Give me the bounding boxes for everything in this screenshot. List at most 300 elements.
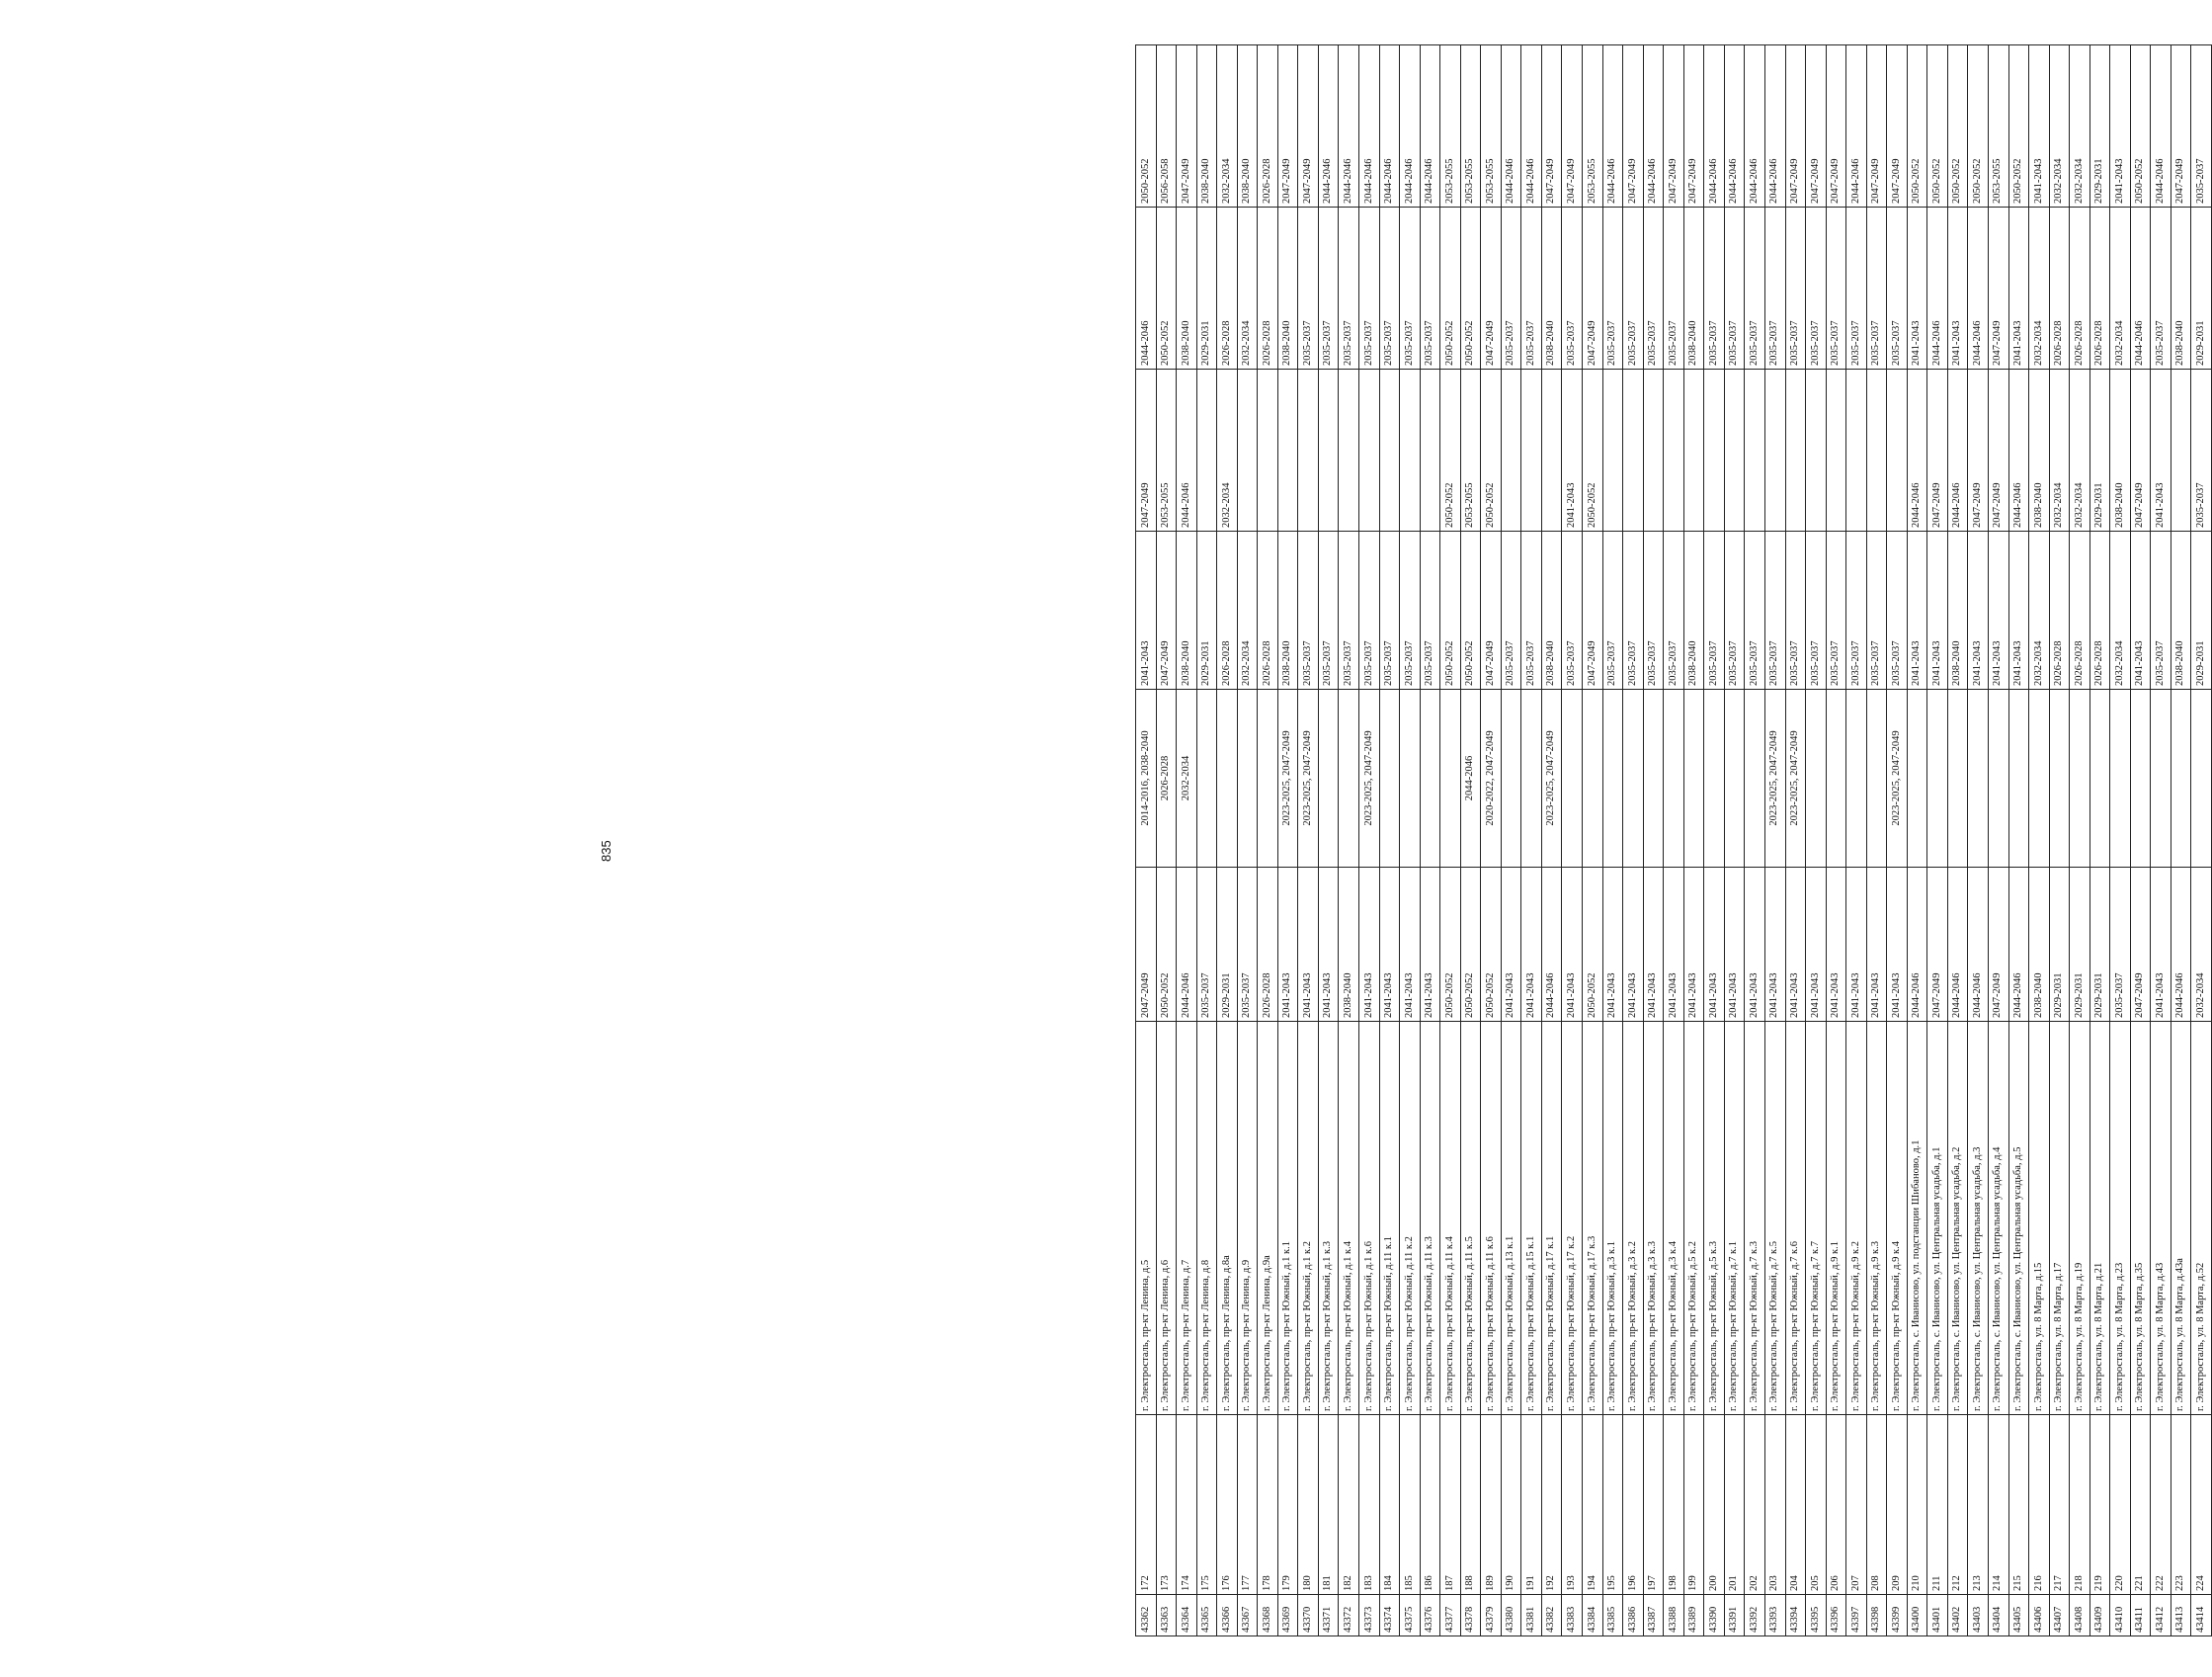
cell-row-number: 187 xyxy=(1440,1415,1461,1595)
cell-period-e: 2035-2037 xyxy=(1400,208,1421,370)
cell-period-c: 2038-2040 xyxy=(1683,532,1704,690)
cell-row-number: 210 xyxy=(1907,1415,1927,1595)
cell-row-id: 43391 xyxy=(1724,1595,1745,1636)
cell-period-f: 2044-2046 xyxy=(1420,45,1440,208)
cell-period-b xyxy=(2110,690,2131,868)
cell-period-d: 2047-2049 xyxy=(1968,370,1989,532)
cell-address: г. Электросталь, пр-кт Южный, д.11 к.2 xyxy=(1400,1022,1421,1415)
cell-address: г. Электросталь, пр-кт Ленина, д.9а xyxy=(1258,1022,1278,1415)
cell-row-id: 43362 xyxy=(1136,1595,1157,1636)
cell-period-d: 2050-2052 xyxy=(1481,370,1502,532)
cell-period-f: 2044-2046 xyxy=(1339,45,1359,208)
cell-period-c: 2035-2037 xyxy=(1359,532,1380,690)
cell-address: г. Электросталь, пр-кт Южный, д.5 к.3 xyxy=(1704,1022,1725,1415)
cell-period-e: 2050-2052 xyxy=(1440,208,1461,370)
cell-period-a: 2026-2028 xyxy=(1258,868,1278,1022)
table-row xyxy=(1440,45,1461,1636)
cell-address: г. Электросталь, с. Иванисово, ул. Центральная усадьба, д.3 xyxy=(1968,1022,1989,1415)
cell-row-number: 220 xyxy=(2110,1415,2131,1595)
cell-period-b xyxy=(1664,690,1684,868)
cell-period-f: 2047-2049 xyxy=(1277,45,1298,208)
cell-period-e: 2035-2037 xyxy=(1764,208,1785,370)
cell-period-c: 2047-2049 xyxy=(1583,532,1603,690)
cell-period-c: 2035-2037 xyxy=(1745,532,1765,690)
cell-period-e: 2038-2040 xyxy=(2171,208,2191,370)
cell-period-d: 2044-2046 xyxy=(1907,370,1927,532)
cell-row-number: 192 xyxy=(1541,1415,1562,1595)
cell-period-b xyxy=(1947,690,1968,868)
cell-period-c: 2026-2028 xyxy=(2089,532,2110,690)
cell-row-id: 43372 xyxy=(1339,1595,1359,1636)
cell-address: г. Электросталь, пр-кт Южный, д.17 к.2 xyxy=(1562,1022,1583,1415)
table-row xyxy=(1623,45,1644,1636)
cell-row-id: 43411 xyxy=(2130,1595,2151,1636)
cell-period-e: 2050-2052 xyxy=(1156,208,1177,370)
cell-period-e: 2035-2037 xyxy=(1501,208,1521,370)
cell-period-c: 2035-2037 xyxy=(1846,532,1867,690)
cell-period-f: 2044-2046 xyxy=(1400,45,1421,208)
cell-row-number: 177 xyxy=(1237,1415,1258,1595)
cell-period-d: 2044-2046 xyxy=(1947,370,1968,532)
cell-period-b xyxy=(1420,690,1440,868)
cell-address: г. Электросталь, с. Иванисово, ул. Центральная усадьба, д.5 xyxy=(2008,1022,2029,1415)
table-row xyxy=(1420,45,1440,1636)
cell-period-b: 2023-2025, 2047-2049 xyxy=(1359,690,1380,868)
cell-period-f: 2050-2052 xyxy=(1927,45,1948,208)
cell-period-d xyxy=(1664,370,1684,532)
cell-row-id: 43399 xyxy=(1887,1595,1908,1636)
cell-period-d xyxy=(1541,370,1562,532)
table-row xyxy=(1521,45,1542,1636)
cell-period-f: 2044-2046 xyxy=(1704,45,1725,208)
cell-row-number: 215 xyxy=(2008,1415,2029,1595)
cell-period-d xyxy=(1806,370,1827,532)
cell-period-c: 2041-2043 xyxy=(2008,532,2029,690)
cell-row-id: 43406 xyxy=(2029,1595,2050,1636)
cell-period-c: 2038-2040 xyxy=(2171,532,2191,690)
cell-period-a: 2041-2043 xyxy=(1704,868,1725,1022)
cell-row-number: 190 xyxy=(1501,1415,1521,1595)
cell-period-c: 2038-2040 xyxy=(1947,532,1968,690)
cell-row-id: 43386 xyxy=(1623,1595,1644,1636)
cell-period-e: 2035-2037 xyxy=(1704,208,1725,370)
cell-period-d xyxy=(1704,370,1725,532)
cell-period-f: 2044-2046 xyxy=(2151,45,2171,208)
cell-row-number: 180 xyxy=(1298,1415,1319,1595)
cell-row-number: 202 xyxy=(1745,1415,1765,1595)
cell-period-a: 2038-2040 xyxy=(1339,868,1359,1022)
cell-period-e: 2044-2046 xyxy=(1927,208,1948,370)
cell-period-e: 2047-2049 xyxy=(1988,208,2008,370)
cell-row-id: 43394 xyxy=(1785,1595,1806,1636)
cell-address: г. Электросталь, ул. 8 Марта, д.23 xyxy=(2110,1022,2131,1415)
cell-row-number: 193 xyxy=(1562,1415,1583,1595)
cell-period-a: 2041-2043 xyxy=(1521,868,1542,1022)
cell-address: г. Электросталь, пр-кт Ленина, д.9 xyxy=(1237,1022,1258,1415)
table-row xyxy=(1258,45,1278,1636)
cell-period-f: 2032-2034 xyxy=(2070,45,2090,208)
cell-period-b: 2020-2022, 2047-2049 xyxy=(1481,690,1502,868)
cell-period-b xyxy=(1643,690,1664,868)
cell-period-f: 2047-2049 xyxy=(1826,45,1846,208)
cell-period-d: 2032-2034 xyxy=(1217,370,1238,532)
cell-row-number: 184 xyxy=(1379,1415,1400,1595)
cell-row-number: 201 xyxy=(1724,1415,1745,1595)
cell-period-e: 2035-2037 xyxy=(1724,208,1745,370)
cell-address: г. Электросталь, пр-кт Южный, д.13 к.1 xyxy=(1501,1022,1521,1415)
cell-row-number: 204 xyxy=(1785,1415,1806,1595)
cell-period-b: 2032-2034 xyxy=(1177,690,1197,868)
cell-row-id: 43404 xyxy=(1988,1595,2008,1636)
cell-row-id: 43407 xyxy=(2049,1595,2070,1636)
cell-row-id: 43377 xyxy=(1440,1595,1461,1636)
cell-period-b xyxy=(1988,690,2008,868)
cell-period-e: 2035-2037 xyxy=(1379,208,1400,370)
cell-address: г. Электросталь, пр-кт Южный, д.9 к.2 xyxy=(1846,1022,1867,1415)
cell-period-e: 2050-2052 xyxy=(1460,208,1481,370)
cell-period-e: 2035-2037 xyxy=(1846,208,1867,370)
cell-period-b xyxy=(1704,690,1725,868)
cell-period-f: 2044-2046 xyxy=(1602,45,1623,208)
cell-address: г. Электросталь, пр-кт Южный, д.7 к.5 xyxy=(1764,1022,1785,1415)
cell-period-e: 2044-2046 xyxy=(1136,208,1157,370)
cell-row-number: 178 xyxy=(1258,1415,1278,1595)
cell-period-b xyxy=(1866,690,1887,868)
cell-period-f: 2050-2052 xyxy=(1136,45,1157,208)
cell-period-a: 2050-2052 xyxy=(1481,868,1502,1022)
cell-row-number: 197 xyxy=(1643,1415,1664,1595)
table-row xyxy=(1177,45,1197,1636)
cell-period-b xyxy=(1501,690,1521,868)
cell-period-d xyxy=(1501,370,1521,532)
cell-period-a: 2050-2052 xyxy=(1583,868,1603,1022)
cell-period-e: 2035-2037 xyxy=(1318,208,1339,370)
cell-period-a: 2041-2043 xyxy=(1643,868,1664,1022)
cell-period-b: 2023-2025, 2047-2049 xyxy=(1785,690,1806,868)
cell-period-f: 2044-2046 xyxy=(1318,45,1339,208)
cell-period-b xyxy=(2130,690,2151,868)
cell-period-b: 2026-2028 xyxy=(1156,690,1177,868)
cell-period-b xyxy=(1440,690,1461,868)
cell-period-a: 2041-2043 xyxy=(1420,868,1440,1022)
cell-period-d: 2038-2040 xyxy=(2110,370,2131,532)
cell-period-b xyxy=(1806,690,1827,868)
cell-period-d: 2038-2040 xyxy=(2029,370,2050,532)
table-row xyxy=(2130,45,2151,1636)
cell-period-e: 2044-2046 xyxy=(2130,208,2151,370)
cell-period-e: 2041-2043 xyxy=(1947,208,1968,370)
cell-period-d xyxy=(1866,370,1887,532)
cell-address: г. Электросталь, пр-кт Ленина, д.8 xyxy=(1196,1022,1217,1415)
cell-period-f: 2032-2034 xyxy=(1217,45,1238,208)
cell-period-a: 2044-2046 xyxy=(1968,868,1989,1022)
cell-period-b xyxy=(2171,690,2191,868)
table-row xyxy=(2171,45,2191,1636)
cell-period-a: 2044-2046 xyxy=(1947,868,1968,1022)
cell-period-d xyxy=(1298,370,1319,532)
cell-period-e: 2035-2037 xyxy=(1826,208,1846,370)
cell-period-f: 2044-2046 xyxy=(1643,45,1664,208)
cell-address: г. Электросталь, пр-кт Южный, д.9 к.1 xyxy=(1826,1022,1846,1415)
cell-period-a: 2047-2049 xyxy=(2130,868,2151,1022)
cell-period-d: 2047-2049 xyxy=(1136,370,1157,532)
rotated-register-sheet xyxy=(1135,45,2212,1636)
table-row xyxy=(1379,45,1400,1636)
cell-period-c: 2035-2037 xyxy=(1764,532,1785,690)
cell-period-a: 2035-2037 xyxy=(1196,868,1217,1022)
cell-period-f: 2038-2040 xyxy=(1196,45,1217,208)
cell-period-c: 2035-2037 xyxy=(1826,532,1846,690)
table-row xyxy=(1988,45,2008,1636)
cell-period-a: 2038-2040 xyxy=(2029,868,2050,1022)
cell-period-c: 2032-2034 xyxy=(1237,532,1258,690)
register-table xyxy=(1135,44,2212,1636)
cell-period-c: 2035-2037 xyxy=(2151,532,2171,690)
table-row xyxy=(1318,45,1339,1636)
table-row xyxy=(2110,45,2131,1636)
cell-period-f: 2047-2049 xyxy=(1541,45,1562,208)
cell-row-number: 174 xyxy=(1177,1415,1197,1595)
cell-address: г. Электросталь, пр-кт Южный, д.11 к.6 xyxy=(1481,1022,1502,1415)
table-row xyxy=(1217,45,1238,1636)
cell-period-c: 2035-2037 xyxy=(1785,532,1806,690)
table-row xyxy=(1947,45,1968,1636)
cell-period-d xyxy=(1887,370,1908,532)
table-row xyxy=(1826,45,1846,1636)
cell-period-a: 2041-2043 xyxy=(1277,868,1298,1022)
cell-period-c: 2035-2037 xyxy=(1806,532,1827,690)
cell-period-a: 2029-2031 xyxy=(1217,868,1238,1022)
cell-period-d xyxy=(1826,370,1846,532)
cell-period-e: 2029-2031 xyxy=(1196,208,1217,370)
cell-row-id: 43401 xyxy=(1927,1595,1948,1636)
cell-row-number: 183 xyxy=(1359,1415,1380,1595)
cell-period-e: 2035-2037 xyxy=(1623,208,1644,370)
cell-row-id: 43397 xyxy=(1846,1595,1867,1636)
cell-row-number: 212 xyxy=(1947,1415,1968,1595)
table-row xyxy=(2089,45,2110,1636)
cell-period-e: 2041-2043 xyxy=(2008,208,2029,370)
cell-period-e: 2032-2034 xyxy=(2029,208,2050,370)
cell-period-d xyxy=(1683,370,1704,532)
cell-period-d xyxy=(1400,370,1421,532)
cell-row-number: 175 xyxy=(1196,1415,1217,1595)
cell-row-id: 43392 xyxy=(1745,1595,1765,1636)
cell-period-c: 2035-2037 xyxy=(1318,532,1339,690)
cell-row-id: 43383 xyxy=(1562,1595,1583,1636)
cell-row-number: 186 xyxy=(1420,1415,1440,1595)
cell-period-d: 2047-2049 xyxy=(1988,370,2008,532)
cell-row-number: 200 xyxy=(1704,1415,1725,1595)
cell-period-e: 2047-2049 xyxy=(1481,208,1502,370)
cell-period-c: 2026-2028 xyxy=(1258,532,1278,690)
cell-address: г. Электросталь, с. Иванисово, ул. Центральная усадьба, д.4 xyxy=(1988,1022,2008,1415)
cell-period-a: 2050-2052 xyxy=(1460,868,1481,1022)
cell-period-c: 2041-2043 xyxy=(1907,532,1927,690)
table-row xyxy=(1683,45,1704,1636)
cell-address: г. Электросталь, ул. 8 Марта, д.43 xyxy=(2151,1022,2171,1415)
cell-period-a: 2047-2049 xyxy=(1988,868,2008,1022)
cell-period-b xyxy=(1237,690,1258,868)
cell-period-b xyxy=(1583,690,1603,868)
cell-period-b xyxy=(2089,690,2110,868)
cell-row-number: 195 xyxy=(1602,1415,1623,1595)
cell-period-a: 2044-2046 xyxy=(2008,868,2029,1022)
cell-period-b xyxy=(1562,690,1583,868)
table-row xyxy=(2029,45,2050,1636)
cell-period-e: 2035-2037 xyxy=(1602,208,1623,370)
cell-period-d xyxy=(1237,370,1258,532)
cell-period-f: 2044-2046 xyxy=(1764,45,1785,208)
cell-period-f: 2053-2055 xyxy=(1440,45,1461,208)
cell-row-id: 43390 xyxy=(1704,1595,1725,1636)
cell-period-a: 2044-2046 xyxy=(1541,868,1562,1022)
cell-address: г. Электросталь, ул. 8 Марта, д.17 xyxy=(2049,1022,2070,1415)
cell-period-a: 2029-2031 xyxy=(2070,868,2090,1022)
cell-period-a: 2035-2037 xyxy=(2110,868,2131,1022)
table-row xyxy=(1541,45,1562,1636)
register-table-body xyxy=(1136,45,2212,1636)
cell-period-f: 2053-2055 xyxy=(1460,45,1481,208)
cell-period-a: 2041-2043 xyxy=(1764,868,1785,1022)
cell-period-a: 2044-2046 xyxy=(1907,868,1927,1022)
cell-period-b xyxy=(1196,690,1217,868)
cell-period-d: 2044-2046 xyxy=(1177,370,1197,532)
table-row xyxy=(1583,45,1603,1636)
cell-row-number: 218 xyxy=(2070,1415,2090,1595)
table-row xyxy=(1562,45,1583,1636)
cell-row-id: 43410 xyxy=(2110,1595,2131,1636)
cell-address: г. Электросталь, пр-кт Южный, д.11 к.3 xyxy=(1420,1022,1440,1415)
cell-period-e: 2035-2037 xyxy=(1887,208,1908,370)
cell-row-id: 43398 xyxy=(1866,1595,1887,1636)
cell-period-d: 2050-2052 xyxy=(1440,370,1461,532)
cell-row-id: 43364 xyxy=(1177,1595,1197,1636)
cell-address: г. Электросталь, пр-кт Южный, д.1 к.6 xyxy=(1359,1022,1380,1415)
cell-row-id: 43366 xyxy=(1217,1595,1238,1636)
cell-period-a: 2050-2052 xyxy=(1440,868,1461,1022)
cell-address: г. Электросталь, пр-кт Южный, д.3 к.3 xyxy=(1643,1022,1664,1415)
table-row xyxy=(1866,45,1887,1636)
cell-period-a: 2041-2043 xyxy=(1826,868,1846,1022)
table-row xyxy=(1196,45,1217,1636)
cell-period-c: 2035-2037 xyxy=(1400,532,1421,690)
cell-period-d: 2032-2034 xyxy=(2049,370,2070,532)
cell-row-id: 43405 xyxy=(2008,1595,2029,1636)
cell-row-number: 191 xyxy=(1521,1415,1542,1595)
cell-period-c: 2038-2040 xyxy=(1541,532,1562,690)
cell-period-e: 2035-2037 xyxy=(1359,208,1380,370)
cell-row-number: 224 xyxy=(2191,1415,2212,1595)
cell-period-c: 2041-2043 xyxy=(2130,532,2151,690)
cell-period-f: 2035-2037 xyxy=(2191,45,2212,208)
table-row xyxy=(1664,45,1684,1636)
cell-period-d xyxy=(1764,370,1785,532)
cell-row-number: 216 xyxy=(2029,1415,2050,1595)
cell-address: г. Электросталь, пр-кт Южный, д.9 к.3 xyxy=(1866,1022,1887,1415)
table-row xyxy=(1277,45,1298,1636)
cell-period-b xyxy=(1602,690,1623,868)
cell-period-b: 2044-2046 xyxy=(1460,690,1481,868)
cell-period-c: 2041-2043 xyxy=(1988,532,2008,690)
cell-period-f: 2053-2055 xyxy=(1481,45,1502,208)
cell-row-number: 203 xyxy=(1764,1415,1785,1595)
cell-address: г. Электросталь, пр-кт Южный, д.5 к.2 xyxy=(1683,1022,1704,1415)
cell-period-c: 2032-2034 xyxy=(2029,532,2050,690)
cell-row-id: 43370 xyxy=(1298,1595,1319,1636)
cell-row-id: 43365 xyxy=(1196,1595,1217,1636)
cell-row-id: 43375 xyxy=(1400,1595,1421,1636)
cell-period-d xyxy=(1745,370,1765,532)
table-row xyxy=(1806,45,1827,1636)
cell-row-id: 43414 xyxy=(2191,1595,2212,1636)
cell-period-b: 2023-2025, 2047-2049 xyxy=(1541,690,1562,868)
cell-period-d xyxy=(1521,370,1542,532)
cell-period-f: 2044-2046 xyxy=(1724,45,1745,208)
cell-period-d xyxy=(1339,370,1359,532)
cell-period-f: 2044-2046 xyxy=(1379,45,1400,208)
cell-address: г. Электросталь, пр-кт Южный, д.17 к.3 xyxy=(1583,1022,1603,1415)
cell-period-b: 2023-2025, 2047-2049 xyxy=(1764,690,1785,868)
table-row xyxy=(1298,45,1319,1636)
cell-row-id: 43396 xyxy=(1826,1595,1846,1636)
cell-address: г. Электросталь, пр-кт Южный, д.3 к.2 xyxy=(1623,1022,1644,1415)
cell-period-e: 2041-2043 xyxy=(1907,208,1927,370)
table-row xyxy=(1136,45,1157,1636)
cell-period-a: 2041-2043 xyxy=(1400,868,1421,1022)
cell-period-b: 2023-2025, 2047-2049 xyxy=(1887,690,1908,868)
cell-row-id: 43378 xyxy=(1460,1595,1481,1636)
cell-address: г. Электросталь, пр-кт Ленина, д.7 xyxy=(1177,1022,1197,1415)
cell-row-number: 206 xyxy=(1826,1415,1846,1595)
table-row xyxy=(2191,45,2212,1636)
cell-period-e: 2035-2037 xyxy=(1664,208,1684,370)
cell-period-c: 2035-2037 xyxy=(1724,532,1745,690)
cell-period-a: 2029-2031 xyxy=(2089,868,2110,1022)
cell-period-b xyxy=(1826,690,1846,868)
table-row xyxy=(1764,45,1785,1636)
cell-period-f: 2038-2040 xyxy=(1237,45,1258,208)
cell-period-b: 2023-2025, 2047-2049 xyxy=(1298,690,1319,868)
cell-period-e: 2026-2028 xyxy=(2070,208,2090,370)
cell-row-number: 208 xyxy=(1866,1415,1887,1595)
cell-period-b xyxy=(1258,690,1278,868)
cell-row-id: 43413 xyxy=(2171,1595,2191,1636)
cell-address: г. Электросталь, пр-кт Южный, д.1 к.3 xyxy=(1318,1022,1339,1415)
cell-period-a: 2044-2046 xyxy=(1177,868,1197,1022)
cell-period-f: 2050-2052 xyxy=(1907,45,1927,208)
cell-address: г. Электросталь, пр-кт Южный, д.15 к.1 xyxy=(1521,1022,1542,1415)
cell-period-b xyxy=(1745,690,1765,868)
page-number xyxy=(599,828,618,876)
cell-row-number: 176 xyxy=(1217,1415,1238,1595)
cell-period-e: 2035-2037 xyxy=(1339,208,1359,370)
cell-period-a: 2041-2043 xyxy=(1745,868,1765,1022)
cell-row-number: 223 xyxy=(2171,1415,2191,1595)
cell-period-e: 2038-2040 xyxy=(1683,208,1704,370)
cell-period-c: 2038-2040 xyxy=(1177,532,1197,690)
cell-period-b xyxy=(1400,690,1421,868)
cell-row-number: 194 xyxy=(1583,1415,1603,1595)
cell-period-f: 2044-2046 xyxy=(1846,45,1867,208)
cell-address: г. Электросталь, пр-кт Южный, д.7 к.7 xyxy=(1806,1022,1827,1415)
cell-period-b xyxy=(1907,690,1927,868)
cell-period-c: 2041-2043 xyxy=(1927,532,1948,690)
cell-period-e: 2035-2037 xyxy=(1806,208,1827,370)
cell-period-c: 2035-2037 xyxy=(1643,532,1664,690)
table-row xyxy=(1887,45,1908,1636)
cell-row-id: 43363 xyxy=(1156,1595,1177,1636)
